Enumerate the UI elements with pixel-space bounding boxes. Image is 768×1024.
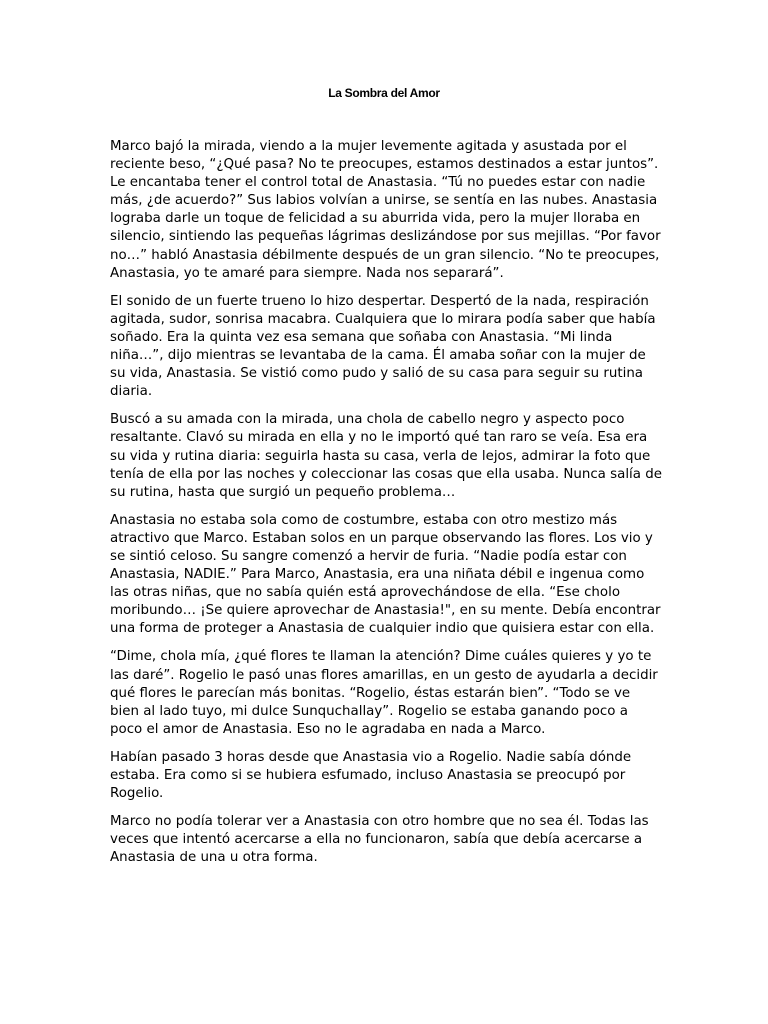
- paragraph: Marco bajó la mirada, viendo a la mujer levemente agitada y asustada por el reciente beso, “¿Qué pasa? No te preocupes, estamos destinados a estar juntos”. Le encantaba tener el control total de Anastasia. “Tú no puedes estar con nadie más, ¿de acuerdo?” Sus labios volvían a unirse, se sentía en las nubes. Anastasia lograba darle un toque de felicidad a su aburrida vida, pero la mujer lloraba en silencio, sintiendo las pequeñas lágrimas deslizándose por sus mejillas. “Por favor no…” habló Anastasia débilmente después de un gran silencio. “No te preocupes, Anastasia, yo te amaré para siempre. Nada nos separará”.: [110, 139, 661, 281]
- paragraph: “Dime, chola mía, ¿qué flores te llaman la atención? Dime cuáles quieres y yo te las daré”. Rogelio le pasó unas flores amarillas, en un gesto de ayudarla a decidir qué flores le parecían más bonitas. “Rogelio, éstas estarán bien”. “Todo se ve bien al lado tuyo, mi dulce Sunquchallay”. Rogelio se estaba ganando poco a poco el amor de Anastasia. Eso no le agradaba en nada a Marco.: [110, 649, 658, 737]
- paragraph: Buscó a su amada con la mirada, una chola de cabello negro y aspecto poco resaltante. Clavó su mirada en ella y no le importó qué tan raro se veía. Esa era su vida y rutina diaria: seguirla hasta su casa, verla de lejos, admirar la foto que tenía de ella por las noches y coleccionar las cosas que ella usaba. Nunca salía de su rutina, hasta que surgió un pequeño problema…: [110, 412, 662, 500]
- document-title: La Sombra del Amor: [328, 86, 440, 100]
- paragraph: Anastasia no estaba sola como de costumbre, estaba con otro mestizo más atractivo que Marco. Estaban solos en un parque observando las flores. Los vio y se sintió celoso. Su sangre comenzó a hervir de furia. “Nadie podía estar con Anastasia, NADIE.” Para Marco, Anastasia, era una niñata débil e ingenua como las otras niñas, que no sabía quién está aprovechándose de ella. “Ese cholo moribundo… ¡Se quiere aprovechar de Anastasia!", en su mente. Debía encontrar una forma de proteger a Anastasia de cualquier indio que quisiera estar con ella.: [110, 512, 661, 637]
- paragraph: Habían pasado 3 horas desde que Anastasia vio a Rogelio. Nadie sabía dónde estaba. Era como si se hubiera esfumado, incluso Anastasia se preocupó por Rogelio.: [110, 749, 632, 802]
- paragraph: El sonido de un fuerte trueno lo hizo despertar. Despertó de la nada, respiración agitada, sudor, sonrisa macabra. Cualquiera que lo mirara podía saber que había soñado. Era la quinta vez esa semana que soñaba con Anastasia. “Mi linda niña…”, dijo mientras se levantaba de la cama. Él amaba soñar con la mujer de su vida, Anastasia. Se vistió como pudo y salió de su casa para seguir su rutina diaria.: [110, 293, 656, 400]
- document-body: [110, 138, 662, 877]
- paragraph: Marco no podía tolerar ver a Anastasia con otro hombre que no sea él. Todas las veces que intentó acercarse a ella no funcionaron, sabía que debía acercarse a Anastasia de una u otra forma.: [110, 814, 649, 866]
